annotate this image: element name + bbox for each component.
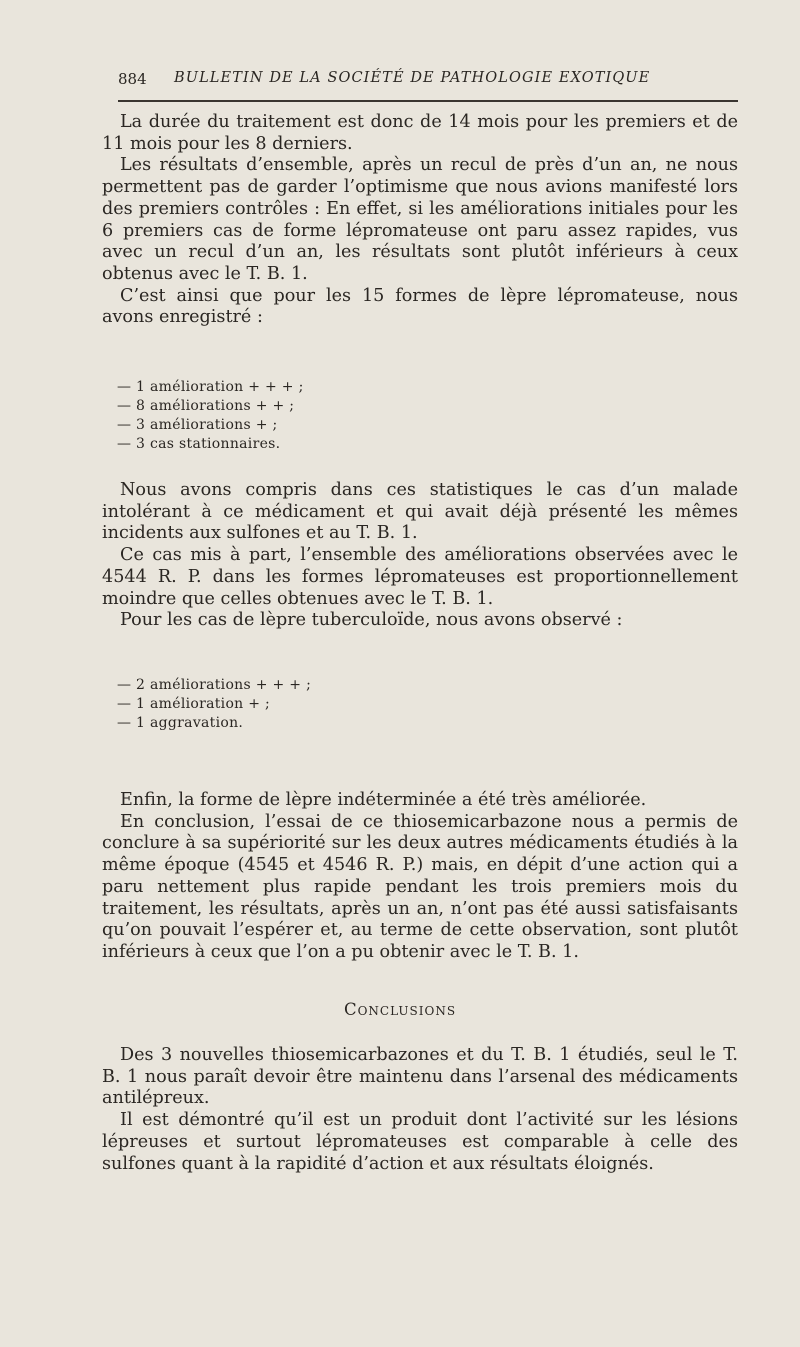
text-block-results bbox=[102, 112, 738, 329]
paragraph: Pour les cas de lèpre tuberculoïde, nous avons observé : bbox=[120, 610, 623, 631]
text-block-conclusion bbox=[102, 790, 738, 964]
paragraph: Enfin, la forme de lèpre indéterminée a été très améliorée. bbox=[120, 790, 647, 810]
page-number: 884 bbox=[118, 70, 147, 88]
running-title: BULLETIN DE LA SOCIÉTÉ DE PATHOLOGIE EXOTIQUE bbox=[174, 70, 651, 86]
paragraph: Des 3 nouvelles thiosemicarbazones et du T. B. 1 étudiés, seul le T. B. 1 nous paraît devoir être maintenu dans l’arsenal des médicaments antilépreux. bbox=[102, 1045, 738, 1109]
header-rule bbox=[118, 100, 738, 102]
lepromatous-results-list bbox=[117, 378, 304, 454]
list-item: — 3 cas stationnaires. bbox=[117, 436, 281, 452]
page-header bbox=[118, 70, 738, 94]
paragraph: Il est démontré qu’il est un produit dont l’activité sur les lésions lépreuses et surtout lépromateuses est comparable à celle des sulfones quant à la rapidité d’action et aux résultats éloignés. bbox=[102, 1110, 738, 1174]
text-block-statistics bbox=[102, 480, 738, 632]
paragraph: En conclusion, l’essai de ce thiosemicarbazone nous a permis de conclure à sa supériorité sur les deux autres médicaments étudiés à la même époque (4545 et 4546 R. P.) mais, en dépit d’une action qui a paru nettement plus rapide pendant les trois premiers mois du traitement, les résultats, après un an, n’ont pas été aussi satisfaisants qu’on pouvait l’espérer et, au terme de cette observation, sont plutôt inférieurs à ceux que l’on a pu obtenir avec le T. B. 1. bbox=[102, 811, 738, 962]
conclusions-heading: Conclusions bbox=[343, 1000, 457, 1019]
list-item: — 8 améliorations + + ; bbox=[117, 398, 295, 414]
text-block-conclusions bbox=[102, 1045, 738, 1175]
list-item: — 3 améliorations + ; bbox=[117, 417, 278, 433]
list-item: — 1 amélioration + ; bbox=[117, 696, 271, 712]
tuberculoid-results-list bbox=[117, 676, 311, 733]
paragraph: Ce cas mis à part, l’ensemble des améliorations observées avec le 4544 R. P. dans les formes lépromateuses est proportionnellement moindre que celles obtenues avec le T. B. 1. bbox=[102, 545, 738, 609]
paragraph: C’est ainsi que pour les 15 formes de lèpre lépromateuse, nous avons enregistré : bbox=[102, 285, 738, 328]
paragraph: Les résultats d’ensemble, après un recul de près d’un an, ne nous permettent pas de garder l’optimisme que nous avions manifesté lors des premiers contrôles : En effet, si les améliorations initiales pour les 6 premiers cas de forme lépromateuse ont paru assez rapides, vus avec un recul d’un an, les résultats sont plutôt inférieurs à ceux obtenus avec le T. B. 1. bbox=[102, 155, 738, 284]
list-item: — 2 améliorations + + + ; bbox=[117, 677, 312, 693]
paragraph: La durée du traitement est donc de 14 mois pour les premiers et de 11 mois pour les 8 derniers. bbox=[102, 112, 738, 154]
list-item: — 1 aggravation. bbox=[117, 715, 244, 731]
list-item: — 1 amélioration + + + ; bbox=[117, 379, 304, 395]
paragraph: Nous avons compris dans ces statistiques le cas d’un malade intolérant à ce médicament et qui avait déjà présenté les mêmes incidents aux sulfones et au T. B. 1. bbox=[102, 480, 738, 544]
